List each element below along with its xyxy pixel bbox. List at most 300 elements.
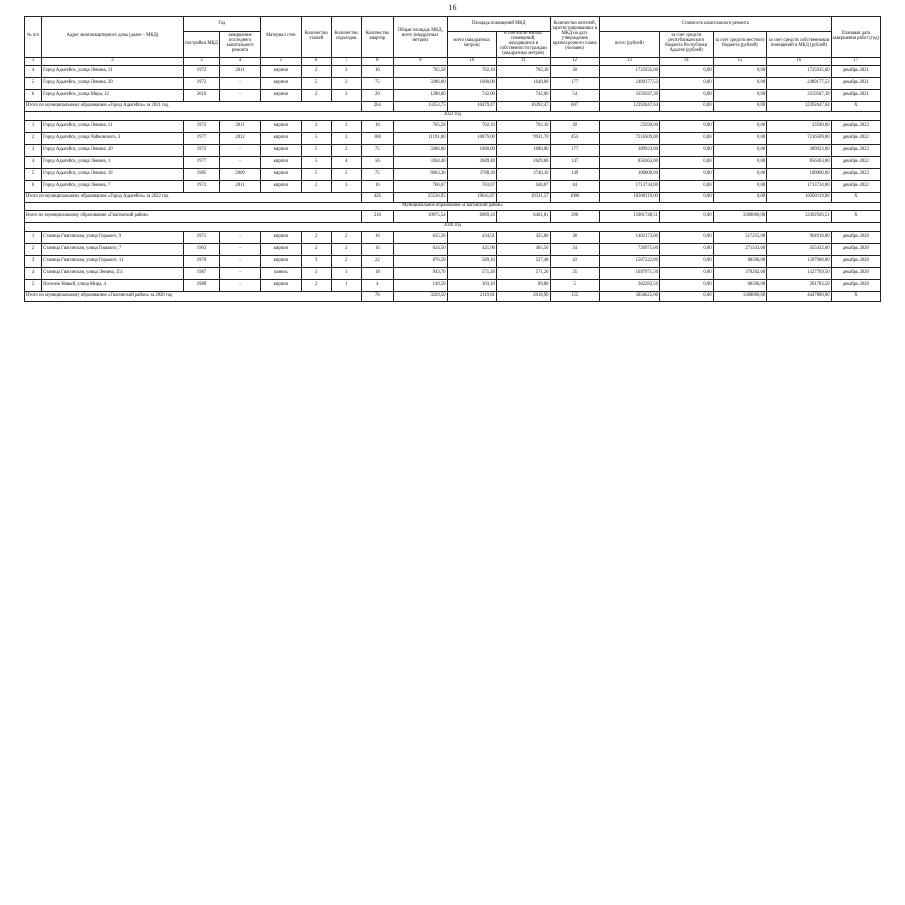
cell-area-total: 1680,00: [447, 77, 496, 89]
cell-floors: 2: [301, 243, 331, 255]
cell-residents: 30: [550, 120, 599, 132]
cell-area-residents: 3740,10: [496, 168, 550, 180]
cell-area-residents: 425,00: [496, 231, 550, 243]
cell-address: Город Адыгейск, улица Ленина, 11: [42, 65, 184, 77]
cell-floors: 2: [301, 65, 331, 77]
cell-cost-federal: 0,00: [659, 267, 713, 279]
cell-no: 6: [25, 89, 42, 101]
total-cost-local: 0,00: [713, 192, 767, 202]
total-cost-federal: 0,00: [659, 101, 713, 111]
cell-address: Город Адыгейск, улица Ленина, 7: [42, 180, 184, 192]
column-numbers-row: [25, 57, 881, 65]
col-number: 6: [301, 57, 331, 65]
cell-planned-date: декабрь 2021: [831, 65, 880, 77]
cell-address: Город Адыгейск, улица Мира, 12: [42, 89, 184, 101]
cell-cost-total: 389923,00: [599, 144, 659, 156]
cell-apartments: 75: [361, 168, 393, 180]
cell-area-residents: 648,07: [496, 180, 550, 192]
cell-apartments: 16: [361, 120, 393, 132]
table-row: [25, 120, 881, 132]
cell-no: 2: [25, 243, 42, 255]
cell-built: 1971: [183, 231, 219, 243]
cell-cost-local: 60500,00: [713, 279, 767, 291]
total-apartments: 218: [361, 210, 393, 222]
cell-floors: 3: [301, 267, 331, 279]
table-row: [25, 267, 881, 279]
cell-no: 6: [25, 180, 42, 192]
cell-area-residents: 1680,00: [496, 144, 550, 156]
total-apartments: 264: [361, 101, 393, 111]
total-residents: 396: [550, 210, 599, 222]
cell-repair: -: [220, 267, 261, 279]
col-number: 9: [393, 57, 447, 65]
cell-repair: -: [220, 156, 261, 168]
cell-residents: 54: [550, 89, 599, 101]
total-label: Итого по муниципальному образованию «Город Адыгейск» за 2021 год: [25, 101, 362, 111]
cell-cost-federal: 0,00: [659, 120, 713, 132]
year-row-2022: [25, 111, 881, 120]
section-1-body: [25, 65, 881, 301]
cell-area-total: 571,20: [447, 267, 496, 279]
cell-total-area: 149,50: [393, 279, 447, 291]
table-row: [25, 132, 881, 144]
cell-cost-total: 3359587,39: [599, 89, 659, 101]
total-total-area: 13353,75: [393, 101, 447, 111]
total-planned-date: Х: [831, 210, 880, 222]
cell-built: 1972: [183, 180, 219, 192]
col-number: 14: [659, 57, 713, 65]
cell-residents: 38: [550, 231, 599, 243]
col-number: 2: [42, 57, 184, 65]
cell-cost-federal: 0,00: [659, 180, 713, 192]
cell-no: 5: [25, 279, 42, 291]
cell-floors: 2: [301, 231, 331, 243]
cell-total-area: 3386,00: [393, 77, 447, 89]
cell-cost-federal: 0,00: [659, 77, 713, 89]
total-total-area: 25536,95: [393, 192, 447, 202]
cell-cost-total: 1697971,50: [599, 267, 659, 279]
cell-repair: -: [220, 77, 261, 89]
total-cost-total: 10300119,00: [599, 192, 659, 202]
cell-total-area: 766,67: [393, 180, 447, 192]
cell-address: Город Адыгейск, улица Ленина, 18: [42, 168, 184, 180]
table-row: [25, 89, 881, 101]
cell-cost-total: 362283,50: [599, 279, 659, 291]
col-number: 11: [496, 57, 550, 65]
cell-floors: 2: [301, 279, 331, 291]
cell-planned-date: декабрь 2022: [831, 168, 880, 180]
cell-entrances: 2: [331, 77, 361, 89]
table-row: [25, 77, 881, 89]
col-number: 1: [25, 57, 42, 65]
col-number: 3: [183, 57, 219, 65]
cell-planned-date: декабрь 2020: [831, 243, 880, 255]
cell-built: 1972: [183, 65, 219, 77]
total-cost-federal: 0,00: [659, 210, 713, 222]
cell-area-residents: 571,20: [496, 267, 550, 279]
cell-repair: -: [220, 255, 261, 267]
cell-area-residents: 527,40: [496, 255, 550, 267]
cell-apartments: 56: [361, 156, 393, 168]
cell-area-total: 742,00: [447, 89, 496, 101]
cell-cost-owners: 301783,50: [767, 279, 831, 291]
cell-area-residents: 9931,70: [496, 132, 550, 144]
total-cost-owners: 10300119,00: [767, 192, 831, 202]
total-cost-federal: 0,00: [659, 291, 713, 301]
cell-entrances: 2: [331, 144, 361, 156]
cell-address: Город Адыгейск, улица Ленина, 1: [42, 156, 184, 168]
total-apartments: 426: [361, 192, 393, 202]
cell-no: 4: [25, 65, 42, 77]
cell-planned-date: декабрь 2022: [831, 144, 880, 156]
cell-built: 1972: [183, 77, 219, 89]
cell-area-residents: 702,10: [496, 65, 550, 77]
cell-material: кирпич: [260, 231, 301, 243]
cell-built: 1972: [183, 144, 219, 156]
total-cost-local: 1300000,00: [713, 291, 767, 301]
cell-apartments: 16: [361, 65, 393, 77]
cell-cost-local: 271543,00: [713, 243, 767, 255]
cell-residents: 5: [550, 279, 599, 291]
table-row: [25, 231, 881, 243]
total-cost-owners: 12392647,64: [767, 101, 831, 111]
cell-built: 1972: [183, 120, 219, 132]
table-row: [25, 255, 881, 267]
cell-cost-owners: 455432,00: [767, 243, 831, 255]
cell-cost-local: 80500,00: [713, 255, 767, 267]
cell-material: кирпич: [260, 168, 301, 180]
cell-planned-date: декабрь 2020: [831, 279, 880, 291]
cell-area-residents: 89,80: [496, 279, 550, 291]
total-area-total: 6989,24: [447, 210, 496, 222]
cell-floors: 5: [301, 77, 331, 89]
cell-built: 2010: [183, 89, 219, 101]
cell-apartments: 75: [361, 144, 393, 156]
cell-entrances: 2: [331, 132, 361, 144]
cell-built: 1980: [183, 279, 219, 291]
cell-cost-local: 0,00: [713, 132, 767, 144]
total-cost-local: 0,00: [713, 101, 767, 111]
header-cost-group: Стоимость капитального ремонта: [599, 17, 831, 32]
cell-cost-total: 100000,00: [599, 168, 659, 180]
cell-residents: 149: [550, 168, 599, 180]
cell-total-area: 1280,00: [393, 89, 447, 101]
cell-cost-owners: 389923,00: [767, 144, 831, 156]
cell-cost-federal: 0,00: [659, 168, 713, 180]
cell-address: Город Адыгейск, улица Ленина, 11: [42, 120, 184, 132]
cell-area-total: 703,07: [447, 180, 496, 192]
table-row: [25, 65, 881, 77]
cell-floors: 5: [301, 144, 331, 156]
total-row-2022: [25, 192, 881, 202]
cell-cost-local: 0,00: [713, 89, 767, 101]
cell-area-total: 702,10: [447, 65, 496, 77]
cell-entrances: 3: [331, 120, 361, 132]
cell-floors: 2: [301, 180, 331, 192]
cell-cost-local: 0,00: [713, 168, 767, 180]
cell-cost-federal: 0,00: [659, 231, 713, 243]
cell-residents: 30: [550, 65, 599, 77]
col-number: 10: [447, 57, 496, 65]
header-year-group: Год: [183, 17, 260, 32]
cell-repair: 2012: [220, 132, 261, 144]
cell-material: кирпич: [260, 255, 301, 267]
cell-cost-total: 726975,00: [599, 243, 659, 255]
cell-area-total: 3788,30: [447, 168, 496, 180]
cell-cost-federal: 0,00: [659, 243, 713, 255]
total-cost-local: 3300000,00: [713, 210, 767, 222]
cell-area-residents: 2629,60: [496, 156, 550, 168]
total-planned-date: Х: [831, 101, 880, 111]
cell-material: кирпич: [260, 120, 301, 132]
cell-material: панель: [260, 267, 301, 279]
header-residents: Количество жителей, зарегистрированных в МКД на дату утверждения краткосрочного плана (человек): [550, 17, 599, 58]
cell-residents: 453: [550, 132, 599, 144]
cell-entrances: 3: [331, 180, 361, 192]
cell-cost-total: 23590,00: [599, 120, 659, 132]
cell-cost-federal: 0,00: [659, 156, 713, 168]
cell-area-residents: 1648,00: [496, 77, 550, 89]
cell-cost-total: 2489177,53: [599, 77, 659, 89]
cell-cost-local: 0,00: [713, 65, 767, 77]
cell-address: Город Адыгейск, улица Чайковского, 3: [42, 132, 184, 144]
cell-area-total: 1680,00: [447, 144, 496, 156]
cell-address: Город Адыгейск, улица Ленина, 20: [42, 144, 184, 156]
cell-planned-date: декабрь 2022: [831, 180, 880, 192]
cell-planned-date: декабрь 2020: [831, 231, 880, 243]
total-area-residents: 6461,81: [496, 210, 550, 222]
cell-cost-federal: 0,00: [659, 279, 713, 291]
total-area-total: 19641,87: [447, 192, 496, 202]
header-no: № п/п: [25, 17, 42, 58]
cell-residents: 35: [550, 267, 599, 279]
total-planned-date: Х: [831, 291, 880, 301]
cell-built: 1977: [183, 156, 219, 168]
municipality-title: Муниципальное образование «Гиагинский район»: [25, 202, 881, 210]
cell-material: кирпич: [260, 132, 301, 144]
cell-total-area: 11191,00: [393, 132, 447, 144]
col-number: 4: [220, 57, 261, 65]
cell-floors: 3: [301, 255, 331, 267]
cell-area-residents: 742,00: [496, 89, 550, 101]
cell-area-total: 434,51: [447, 231, 496, 243]
cell-cost-total: 1725935,60: [599, 65, 659, 77]
col-number: 8: [361, 57, 393, 65]
table-row: [25, 243, 881, 255]
cell-address: Город Адыгейск, улица Ленина, 20: [42, 77, 184, 89]
total-total-area: 10975,54: [393, 210, 447, 222]
cell-cost-total: 1482173,00: [599, 231, 659, 243]
header-premises-area-group: Площадь помещений МКД: [447, 17, 550, 32]
total-residents: 1000: [550, 192, 599, 202]
cell-apartments: 22: [361, 255, 393, 267]
cell-area-total: 589,10: [447, 255, 496, 267]
cell-address: Станица Гиагинская, улица Горького, 7: [42, 243, 184, 255]
total-planned-date: Х: [831, 192, 880, 202]
cell-cost-total: 7216509,00: [599, 132, 659, 144]
cell-material: кирпич: [260, 156, 301, 168]
table-row: [25, 180, 881, 192]
cell-no: 5: [25, 77, 42, 89]
total-cost-total: 5856625,00: [599, 291, 659, 301]
cell-entrances: 5: [331, 168, 361, 180]
cell-no: 2: [25, 132, 42, 144]
cell-material: кирпич: [260, 243, 301, 255]
cell-apartments: 75: [361, 77, 393, 89]
cell-cost-owners: 1725935,60: [767, 65, 831, 77]
cell-residents: 147: [550, 156, 599, 168]
header-total-area: Общая площадь МКД, всего (квадратных метров): [393, 17, 447, 58]
year-row-2020: [25, 222, 881, 231]
cell-repair: -: [220, 279, 261, 291]
cell-entrances: 3: [331, 65, 361, 77]
cell-repair: 2011: [220, 180, 261, 192]
total-cost-total: 15901748,51: [599, 210, 659, 222]
total-label: Всего по муниципальному образованию «Гиагинский район»: [25, 210, 362, 222]
cell-cost-federal: 0,00: [659, 132, 713, 144]
cell-cost-total: 856363,00: [599, 156, 659, 168]
year-label: 2022 год: [25, 111, 881, 120]
cell-cost-owners: 1713734,00: [767, 180, 831, 192]
cell-cost-owners: 1327769,50: [767, 267, 831, 279]
cell-apartments: 20: [361, 89, 393, 101]
cell-no: 5: [25, 168, 42, 180]
cell-planned-date: декабрь 2022: [831, 120, 880, 132]
col-number: 7: [331, 57, 361, 65]
cell-area-total: 2689,40: [447, 156, 496, 168]
cell-apartments: 188: [361, 132, 393, 144]
cell-floors: 2: [301, 120, 331, 132]
cell-cost-owners: 23590,00: [767, 120, 831, 132]
cell-repair: -: [220, 243, 261, 255]
cell-floors: 5: [301, 156, 331, 168]
header-area-residents: в том числе жилых помещений, находящихся в собственности граждан (квадратных метров): [496, 32, 550, 58]
cell-cost-local: 0,00: [713, 77, 767, 89]
cell-planned-date: декабрь 2022: [831, 156, 880, 168]
total-residents: 607: [550, 101, 599, 111]
total-row-2021: [25, 101, 881, 111]
cell-floors: 5: [301, 168, 331, 180]
cell-cost-federal: 0,00: [659, 65, 713, 77]
cell-built: 1985: [183, 168, 219, 180]
cell-built: 1970: [183, 255, 219, 267]
cell-entrances: 3: [331, 89, 361, 101]
cell-floors: 2: [301, 89, 331, 101]
cell-repair: 2011: [220, 65, 261, 77]
cell-total-area: 876,50: [393, 255, 447, 267]
capital-repair-table: [24, 16, 881, 302]
cell-total-area: 3364,40: [393, 156, 447, 168]
cell-entrances: 3: [331, 267, 361, 279]
cell-total-area: 3386,00: [393, 144, 447, 156]
cell-total-area: 635,30: [393, 231, 447, 243]
page-number: 16: [448, 3, 457, 12]
cell-address: Станица Гиагинская, улица Ленина, 351: [42, 267, 184, 279]
cell-area-total: 10079,00: [447, 132, 496, 144]
cell-cost-federal: 0,00: [659, 144, 713, 156]
header-cost-total: всего (рублей): [599, 32, 659, 58]
cell-no: 1: [25, 231, 42, 243]
cell-apartments: 4: [361, 279, 393, 291]
col-number: 16: [767, 57, 831, 65]
cell-cost-federal: 0,00: [659, 89, 713, 101]
cell-repair: 2009: [220, 168, 261, 180]
cell-entrances: 4: [331, 156, 361, 168]
header-year-repair: завершение последнего капитального ремонта: [220, 32, 261, 58]
header-floors: Количество этажей: [301, 17, 331, 58]
total-label: Итого по муниципальному образованию «Город Адыгейск» за 2022 год: [25, 192, 362, 202]
header-address: Адрес многоквартирного дома (далее – МКД): [42, 17, 184, 58]
cell-repair: -: [220, 144, 261, 156]
table-row: [25, 156, 881, 168]
cell-entrances: 2: [331, 231, 361, 243]
grand-total-row: [25, 210, 881, 222]
cell-cost-local: 0,00: [713, 156, 767, 168]
header-planned-date: Плановая дата завершения работ (год): [831, 17, 880, 58]
cell-entrances: 2: [331, 243, 361, 255]
year-label: 2020 год: [25, 222, 881, 231]
cell-floors: 5: [301, 132, 331, 144]
header-wall-material: Материал стен: [260, 17, 301, 58]
cell-material: кирпич: [260, 144, 301, 156]
cell-planned-date: декабрь 2021: [831, 77, 880, 89]
cell-area-total: 421,90: [447, 243, 496, 255]
header-area-total: всего (квадратных метров): [447, 32, 496, 58]
cell-repair: 2011: [220, 120, 261, 132]
total-area-residents: 19331,57: [496, 192, 550, 202]
cell-apartments: 16: [361, 243, 393, 255]
col-number: 17: [831, 57, 880, 65]
cell-repair: -: [220, 89, 261, 101]
header-cost-federal: за счет средств республиканского бюджета Республики Адыгея (рублей): [659, 32, 713, 58]
header-cost-local: за счет средств местного бюджета (рублей): [713, 32, 767, 58]
cell-built: 1987: [183, 267, 219, 279]
cell-residents: 43: [550, 255, 599, 267]
cell-built: 1977: [183, 132, 219, 144]
header-entrances: Количество подъездов: [331, 17, 361, 58]
total-apartments: 76: [361, 291, 393, 301]
cell-cost-owners: 1397900,00: [767, 255, 831, 267]
cell-planned-date: декабрь 2021: [831, 89, 880, 101]
total-label: Итого по муниципальному образованию «Гиагинский район» за 2020 год: [25, 291, 362, 301]
cell-area-total: 103,10: [447, 279, 496, 291]
cell-total-area: 765,58: [393, 120, 447, 132]
cell-cost-owners: 3359587,39: [767, 89, 831, 101]
cell-cost-owners: 964918,00: [767, 231, 831, 243]
cell-cost-owners: 2489177,53: [767, 77, 831, 89]
cell-built: 1963: [183, 243, 219, 255]
cell-address: Станица Гиагинская, улица Горького, 11: [42, 255, 184, 267]
cell-apartments: 16: [361, 231, 393, 243]
cell-planned-date: декабрь 2022: [831, 132, 880, 144]
total-total-area: 3229,50: [393, 291, 447, 301]
total-area-total: 10479,47: [447, 101, 496, 111]
cell-cost-owners: 7216509,00: [767, 132, 831, 144]
cell-no: 4: [25, 156, 42, 168]
total-area-residents: 2018,90: [496, 291, 550, 301]
cell-entrances: 1: [331, 279, 361, 291]
cell-cost-owners: 856363,00: [767, 156, 831, 168]
cell-cost-local: 0,00: [713, 180, 767, 192]
col-number: 12: [550, 57, 599, 65]
cell-material: кирпич: [260, 89, 301, 101]
cell-no: 1: [25, 120, 42, 132]
cell-address: Поселок Новый, улица Мира, 4: [42, 279, 184, 291]
table-row: [25, 279, 881, 291]
cell-material: кирпич: [260, 65, 301, 77]
cell-apartments: 16: [361, 180, 393, 192]
cell-cost-total: 1587222,00: [599, 255, 659, 267]
